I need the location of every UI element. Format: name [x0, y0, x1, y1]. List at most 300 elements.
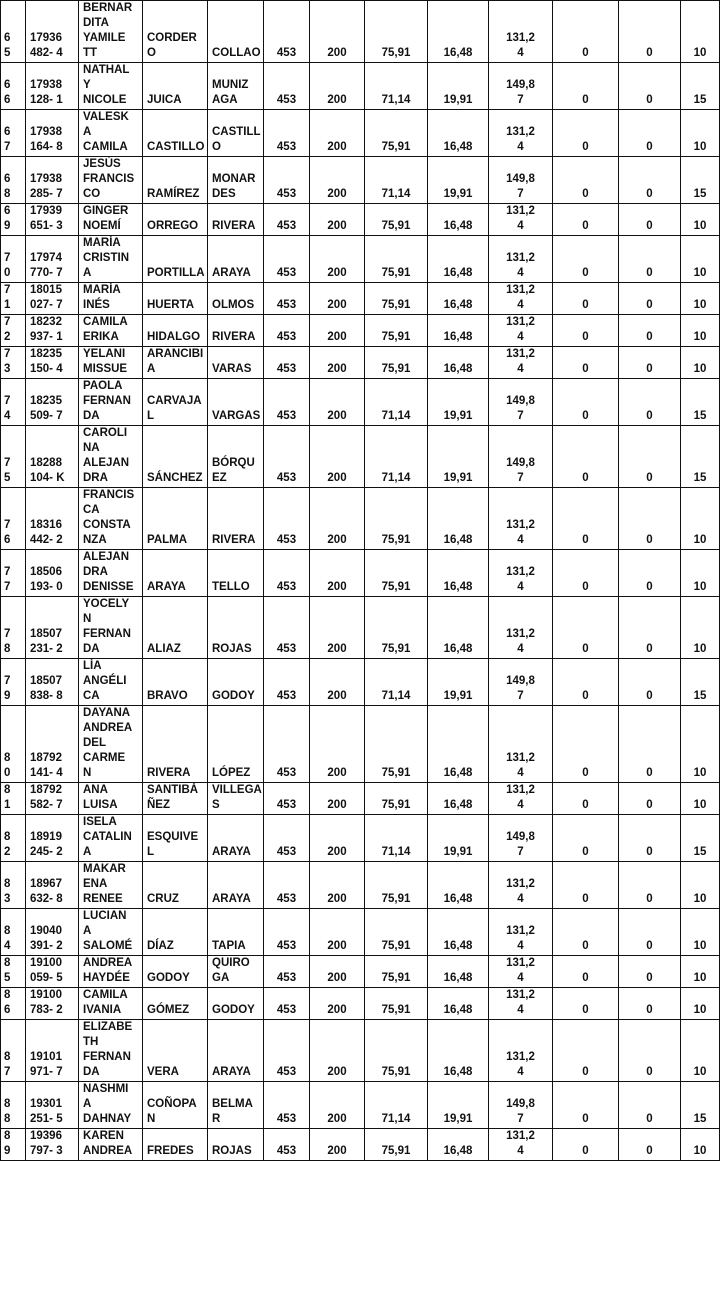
cell-value-5: 131,2 4 — [489, 1129, 553, 1161]
cell-value-8: 10 — [681, 706, 720, 783]
cell-value-7: 0 — [619, 315, 681, 347]
table-body — [1, 1, 720, 1161]
cell-value-5: 131,2 4 — [489, 347, 553, 379]
cell-surname-1: PALMA — [143, 488, 208, 550]
cell-first-names: ALEJAN DRA DENISSE — [79, 550, 143, 597]
cell-rut: 17938 164- 8 — [26, 110, 79, 157]
cell-value-8: 15 — [681, 379, 720, 426]
cell-rut: 17974 770- 7 — [26, 236, 79, 283]
cell-surname-2: RIVERA — [208, 488, 264, 550]
cell-value-1: 453 — [264, 110, 310, 157]
cell-value-5: 149,8 7 — [489, 426, 553, 488]
cell-value-5: 131,2 4 — [489, 204, 553, 236]
cell-value-3: 71,14 — [365, 379, 428, 426]
cell-value-3: 71,14 — [365, 63, 428, 110]
cell-value-6: 0 — [553, 488, 619, 550]
cell-index: 8 8 — [1, 1082, 26, 1129]
cell-value-7: 0 — [619, 956, 681, 988]
cell-value-4: 16,48 — [428, 597, 489, 659]
cell-surname-1: CORDER O — [143, 1, 208, 63]
table-row — [1, 1, 720, 63]
cell-value-4: 16,48 — [428, 988, 489, 1020]
cell-rut: 18792 141- 4 — [26, 706, 79, 783]
table-row — [1, 488, 720, 550]
cell-value-6: 0 — [553, 956, 619, 988]
cell-value-7: 0 — [619, 1, 681, 63]
table-row — [1, 706, 720, 783]
cell-surname-2: GODOY — [208, 659, 264, 706]
cell-value-8: 10 — [681, 597, 720, 659]
cell-value-4: 19,91 — [428, 63, 489, 110]
cell-surname-2: MONAR DES — [208, 157, 264, 204]
cell-rut: 18792 582- 7 — [26, 783, 79, 815]
cell-surname-1: SANTIBÁ ÑEZ — [143, 783, 208, 815]
cell-surname-2: LÓPEZ — [208, 706, 264, 783]
cell-value-5: 149,8 7 — [489, 63, 553, 110]
table-row — [1, 659, 720, 706]
cell-value-8: 10 — [681, 204, 720, 236]
cell-first-names: BERNAR DITA YAMILE TT — [79, 1, 143, 63]
cell-first-names: NATHAL Y NICOLE — [79, 63, 143, 110]
cell-value-4: 16,48 — [428, 347, 489, 379]
cell-value-8: 10 — [681, 783, 720, 815]
cell-value-8: 10 — [681, 488, 720, 550]
cell-value-6: 0 — [553, 204, 619, 236]
cell-value-3: 75,91 — [365, 862, 428, 909]
table-row — [1, 283, 720, 315]
cell-index: 7 3 — [1, 347, 26, 379]
table-row — [1, 204, 720, 236]
cell-value-7: 0 — [619, 550, 681, 597]
cell-surname-2: ARAYA — [208, 815, 264, 862]
cell-first-names: GINGER NOEMÍ — [79, 204, 143, 236]
cell-rut: 17938 128- 1 — [26, 63, 79, 110]
cell-value-1: 453 — [264, 1129, 310, 1161]
cell-value-4: 16,48 — [428, 909, 489, 956]
cell-index: 6 7 — [1, 110, 26, 157]
cell-surname-1: GÓMEZ — [143, 988, 208, 1020]
cell-value-4: 16,48 — [428, 550, 489, 597]
cell-rut: 18015 027- 7 — [26, 283, 79, 315]
cell-value-6: 0 — [553, 783, 619, 815]
cell-first-names: ISELA CATALIN A — [79, 815, 143, 862]
cell-value-1: 453 — [264, 706, 310, 783]
cell-rut: 17939 651- 3 — [26, 204, 79, 236]
cell-value-7: 0 — [619, 659, 681, 706]
cell-value-2: 200 — [310, 426, 365, 488]
cell-value-1: 453 — [264, 347, 310, 379]
cell-value-3: 75,91 — [365, 1020, 428, 1082]
cell-index: 7 5 — [1, 426, 26, 488]
cell-value-7: 0 — [619, 236, 681, 283]
cell-value-4: 19,91 — [428, 379, 489, 426]
cell-value-1: 453 — [264, 862, 310, 909]
table-row — [1, 815, 720, 862]
cell-value-8: 10 — [681, 110, 720, 157]
cell-value-3: 75,91 — [365, 550, 428, 597]
cell-value-8: 10 — [681, 988, 720, 1020]
cell-surname-1: ALIAZ — [143, 597, 208, 659]
cell-surname-2: ARAYA — [208, 862, 264, 909]
cell-value-3: 75,91 — [365, 909, 428, 956]
cell-value-4: 16,48 — [428, 110, 489, 157]
table-row — [1, 63, 720, 110]
cell-value-3: 75,91 — [365, 988, 428, 1020]
cell-value-3: 75,91 — [365, 956, 428, 988]
cell-value-5: 131,2 4 — [489, 110, 553, 157]
cell-surname-2: VILLEGA S — [208, 783, 264, 815]
cell-surname-1: DÍAZ — [143, 909, 208, 956]
cell-index: 8 0 — [1, 706, 26, 783]
cell-index: 7 8 — [1, 597, 26, 659]
cell-value-7: 0 — [619, 1020, 681, 1082]
cell-surname-2: ARAYA — [208, 236, 264, 283]
cell-value-6: 0 — [553, 236, 619, 283]
cell-value-5: 149,8 7 — [489, 1082, 553, 1129]
cell-value-7: 0 — [619, 706, 681, 783]
cell-value-4: 16,48 — [428, 236, 489, 283]
cell-value-7: 0 — [619, 783, 681, 815]
cell-surname-1: HUERTA — [143, 283, 208, 315]
cell-value-6: 0 — [553, 63, 619, 110]
cell-value-8: 10 — [681, 1129, 720, 1161]
cell-surname-2: OLMOS — [208, 283, 264, 315]
cell-surname-1: RAMÍREZ — [143, 157, 208, 204]
table-row — [1, 110, 720, 157]
cell-value-5: 149,8 7 — [489, 815, 553, 862]
cell-value-1: 453 — [264, 1, 310, 63]
cell-value-3: 75,91 — [365, 315, 428, 347]
cell-rut: 17936 482- 4 — [26, 1, 79, 63]
cell-value-1: 453 — [264, 1082, 310, 1129]
cell-rut: 18235 150- 4 — [26, 347, 79, 379]
cell-rut: 18507 838- 8 — [26, 659, 79, 706]
cell-value-7: 0 — [619, 862, 681, 909]
cell-rut: 18507 231- 2 — [26, 597, 79, 659]
cell-first-names: PAOLA FERNAN DA — [79, 379, 143, 426]
cell-surname-1: RIVERA — [143, 706, 208, 783]
cell-surname-2: TAPIA — [208, 909, 264, 956]
cell-value-7: 0 — [619, 347, 681, 379]
cell-surname-1: PORTILLA — [143, 236, 208, 283]
cell-first-names: JESÚS FRANCIS CO — [79, 157, 143, 204]
cell-value-5: 149,8 7 — [489, 659, 553, 706]
cell-value-5: 131,2 4 — [489, 988, 553, 1020]
table-row — [1, 988, 720, 1020]
cell-value-4: 19,91 — [428, 1082, 489, 1129]
table-row — [1, 783, 720, 815]
cell-value-7: 0 — [619, 988, 681, 1020]
cell-rut: 19101 971- 7 — [26, 1020, 79, 1082]
cell-value-7: 0 — [619, 283, 681, 315]
cell-rut: 19301 251- 5 — [26, 1082, 79, 1129]
cell-value-6: 0 — [553, 659, 619, 706]
cell-index: 7 6 — [1, 488, 26, 550]
cell-surname-2: CASTILL O — [208, 110, 264, 157]
cell-value-5: 131,2 4 — [489, 283, 553, 315]
cell-value-1: 453 — [264, 157, 310, 204]
cell-rut: 18919 245- 2 — [26, 815, 79, 862]
cell-value-1: 453 — [264, 783, 310, 815]
cell-surname-2: RIVERA — [208, 204, 264, 236]
cell-value-2: 200 — [310, 956, 365, 988]
cell-value-3: 75,91 — [365, 783, 428, 815]
cell-value-1: 453 — [264, 204, 310, 236]
cell-first-names: LÍA ANGÉLI CA — [79, 659, 143, 706]
cell-value-2: 200 — [310, 1082, 365, 1129]
cell-value-1: 453 — [264, 597, 310, 659]
table-row — [1, 956, 720, 988]
cell-value-1: 453 — [264, 550, 310, 597]
cell-surname-1: CARVAJA L — [143, 379, 208, 426]
cell-first-names: YELANI MISSUE — [79, 347, 143, 379]
cell-first-names: CAMILA IVANIA — [79, 988, 143, 1020]
cell-value-6: 0 — [553, 315, 619, 347]
cell-value-4: 16,48 — [428, 1129, 489, 1161]
cell-value-5: 131,2 4 — [489, 550, 553, 597]
table-row — [1, 1082, 720, 1129]
cell-value-3: 75,91 — [365, 1129, 428, 1161]
cell-value-3: 75,91 — [365, 1, 428, 63]
table-row — [1, 597, 720, 659]
cell-surname-2: COLLAO — [208, 1, 264, 63]
cell-value-4: 19,91 — [428, 815, 489, 862]
cell-surname-2: TELLO — [208, 550, 264, 597]
cell-value-4: 16,48 — [428, 1, 489, 63]
cell-value-7: 0 — [619, 909, 681, 956]
cell-value-3: 75,91 — [365, 488, 428, 550]
table-row — [1, 315, 720, 347]
cell-index: 8 6 — [1, 988, 26, 1020]
cell-surname-1: GODOY — [143, 956, 208, 988]
cell-value-5: 131,2 4 — [489, 1, 553, 63]
cell-rut: 18506 193- 0 — [26, 550, 79, 597]
cell-index: 7 0 — [1, 236, 26, 283]
cell-value-3: 71,14 — [365, 815, 428, 862]
cell-value-7: 0 — [619, 1129, 681, 1161]
cell-value-8: 10 — [681, 236, 720, 283]
cell-index: 7 4 — [1, 379, 26, 426]
table-row — [1, 1129, 720, 1161]
cell-value-1: 453 — [264, 1020, 310, 1082]
cell-rut: 18235 509- 7 — [26, 379, 79, 426]
cell-value-2: 200 — [310, 1, 365, 63]
cell-value-7: 0 — [619, 597, 681, 659]
cell-value-4: 19,91 — [428, 426, 489, 488]
cell-value-5: 131,2 4 — [489, 862, 553, 909]
cell-surname-1: ESQUIVE L — [143, 815, 208, 862]
cell-value-1: 453 — [264, 659, 310, 706]
cell-rut: 18288 104- K — [26, 426, 79, 488]
cell-value-7: 0 — [619, 110, 681, 157]
cell-value-5: 131,2 4 — [489, 1020, 553, 1082]
cell-value-6: 0 — [553, 909, 619, 956]
cell-value-4: 16,48 — [428, 204, 489, 236]
cell-value-2: 200 — [310, 909, 365, 956]
cell-value-6: 0 — [553, 550, 619, 597]
cell-value-6: 0 — [553, 1020, 619, 1082]
table-row — [1, 909, 720, 956]
cell-rut: 19396 797- 3 — [26, 1129, 79, 1161]
cell-value-6: 0 — [553, 1, 619, 63]
cell-first-names: CAMILA ERIKA — [79, 315, 143, 347]
cell-surname-2: ROJAS — [208, 597, 264, 659]
cell-value-2: 200 — [310, 315, 365, 347]
cell-value-7: 0 — [619, 157, 681, 204]
cell-index: 6 6 — [1, 63, 26, 110]
cell-surname-1: ARAYA — [143, 550, 208, 597]
cell-value-2: 200 — [310, 63, 365, 110]
cell-value-2: 200 — [310, 659, 365, 706]
cell-value-1: 453 — [264, 63, 310, 110]
cell-rut: 19100 059- 5 — [26, 956, 79, 988]
cell-value-8: 10 — [681, 862, 720, 909]
cell-value-6: 0 — [553, 426, 619, 488]
table-row — [1, 1020, 720, 1082]
cell-surname-2: BELMA R — [208, 1082, 264, 1129]
cell-surname-2: MUNIZ AGA — [208, 63, 264, 110]
cell-surname-1: FREDES — [143, 1129, 208, 1161]
cell-surname-1: CRUZ — [143, 862, 208, 909]
cell-first-names: NASHMI A DAHNAY — [79, 1082, 143, 1129]
cell-surname-2: BÓRQU EZ — [208, 426, 264, 488]
cell-first-names: CAROLI NA ALEJAN DRA — [79, 426, 143, 488]
cell-value-8: 15 — [681, 1082, 720, 1129]
cell-value-4: 16,48 — [428, 783, 489, 815]
cell-value-5: 131,2 4 — [489, 783, 553, 815]
cell-index: 8 2 — [1, 815, 26, 862]
cell-first-names: ANA LUISA — [79, 783, 143, 815]
cell-first-names: DAYANA ANDREA DEL CARME N — [79, 706, 143, 783]
cell-value-3: 75,91 — [365, 706, 428, 783]
cell-value-1: 453 — [264, 379, 310, 426]
cell-value-2: 200 — [310, 488, 365, 550]
cell-value-2: 200 — [310, 988, 365, 1020]
cell-index: 8 7 — [1, 1020, 26, 1082]
cell-value-7: 0 — [619, 815, 681, 862]
cell-index: 8 5 — [1, 956, 26, 988]
cell-surname-2: RIVERA — [208, 315, 264, 347]
cell-surname-1: CASTILLO — [143, 110, 208, 157]
cell-value-8: 10 — [681, 1020, 720, 1082]
cell-value-1: 453 — [264, 236, 310, 283]
cell-value-8: 15 — [681, 63, 720, 110]
cell-value-7: 0 — [619, 204, 681, 236]
cell-surname-1: BRAVO — [143, 659, 208, 706]
table-row — [1, 347, 720, 379]
table-row — [1, 379, 720, 426]
cell-value-5: 131,2 4 — [489, 488, 553, 550]
cell-value-8: 15 — [681, 426, 720, 488]
cell-value-3: 75,91 — [365, 110, 428, 157]
cell-value-1: 453 — [264, 426, 310, 488]
cell-value-6: 0 — [553, 1082, 619, 1129]
cell-value-2: 200 — [310, 283, 365, 315]
cell-value-4: 16,48 — [428, 706, 489, 783]
cell-index: 8 9 — [1, 1129, 26, 1161]
cell-surname-2: VARGAS — [208, 379, 264, 426]
cell-value-6: 0 — [553, 283, 619, 315]
table-row — [1, 862, 720, 909]
cell-value-3: 75,91 — [365, 236, 428, 283]
cell-value-6: 0 — [553, 706, 619, 783]
cell-value-4: 19,91 — [428, 659, 489, 706]
cell-surname-1: SÁNCHEZ — [143, 426, 208, 488]
cell-value-2: 200 — [310, 706, 365, 783]
cell-value-1: 453 — [264, 956, 310, 988]
cell-value-5: 149,8 7 — [489, 157, 553, 204]
cell-value-7: 0 — [619, 488, 681, 550]
cell-value-8: 15 — [681, 815, 720, 862]
cell-value-2: 200 — [310, 1129, 365, 1161]
cell-value-2: 200 — [310, 236, 365, 283]
cell-value-1: 453 — [264, 315, 310, 347]
cell-first-names: ANDREA HAYDÉE — [79, 956, 143, 988]
cell-value-4: 16,48 — [428, 1020, 489, 1082]
cell-first-names: MARÍA CRISTIN A — [79, 236, 143, 283]
cell-value-6: 0 — [553, 347, 619, 379]
cell-value-6: 0 — [553, 988, 619, 1020]
cell-value-8: 15 — [681, 659, 720, 706]
cell-value-4: 16,48 — [428, 862, 489, 909]
cell-value-7: 0 — [619, 379, 681, 426]
cell-value-2: 200 — [310, 597, 365, 659]
cell-value-2: 200 — [310, 1020, 365, 1082]
cell-surname-2: ROJAS — [208, 1129, 264, 1161]
cell-index: 6 5 — [1, 1, 26, 63]
cell-first-names: MARÍA INÉS — [79, 283, 143, 315]
table-row — [1, 426, 720, 488]
cell-value-8: 10 — [681, 550, 720, 597]
cell-value-6: 0 — [553, 1129, 619, 1161]
cell-value-3: 75,91 — [365, 283, 428, 315]
cell-value-3: 71,14 — [365, 157, 428, 204]
cell-value-8: 10 — [681, 956, 720, 988]
cell-value-8: 10 — [681, 347, 720, 379]
cell-first-names: KAREN ANDREA — [79, 1129, 143, 1161]
cell-value-2: 200 — [310, 157, 365, 204]
cell-first-names: YOCELY N FERNAN DA — [79, 597, 143, 659]
cell-value-8: 10 — [681, 1, 720, 63]
cell-value-8: 10 — [681, 283, 720, 315]
cell-value-8: 15 — [681, 157, 720, 204]
cell-rut: 18967 632- 8 — [26, 862, 79, 909]
cell-index: 8 1 — [1, 783, 26, 815]
cell-first-names: VALESK A CAMILA — [79, 110, 143, 157]
cell-index: 6 9 — [1, 204, 26, 236]
cell-value-2: 200 — [310, 204, 365, 236]
cell-first-names: ELIZABE TH FERNAN DA — [79, 1020, 143, 1082]
cell-surname-1: JUICA — [143, 63, 208, 110]
cell-value-8: 10 — [681, 315, 720, 347]
table-row — [1, 236, 720, 283]
cell-value-1: 453 — [264, 988, 310, 1020]
cell-value-4: 16,48 — [428, 315, 489, 347]
cell-index: 8 3 — [1, 862, 26, 909]
cell-value-6: 0 — [553, 815, 619, 862]
cell-rut: 18316 442- 2 — [26, 488, 79, 550]
cell-value-5: 131,2 4 — [489, 315, 553, 347]
cell-value-2: 200 — [310, 110, 365, 157]
cell-surname-1: ARANCIBI A — [143, 347, 208, 379]
cell-value-5: 131,2 4 — [489, 956, 553, 988]
cell-value-8: 10 — [681, 909, 720, 956]
cell-value-3: 75,91 — [365, 597, 428, 659]
cell-value-6: 0 — [553, 379, 619, 426]
cell-value-6: 0 — [553, 157, 619, 204]
cell-rut: 19100 783- 2 — [26, 988, 79, 1020]
cell-value-1: 453 — [264, 815, 310, 862]
